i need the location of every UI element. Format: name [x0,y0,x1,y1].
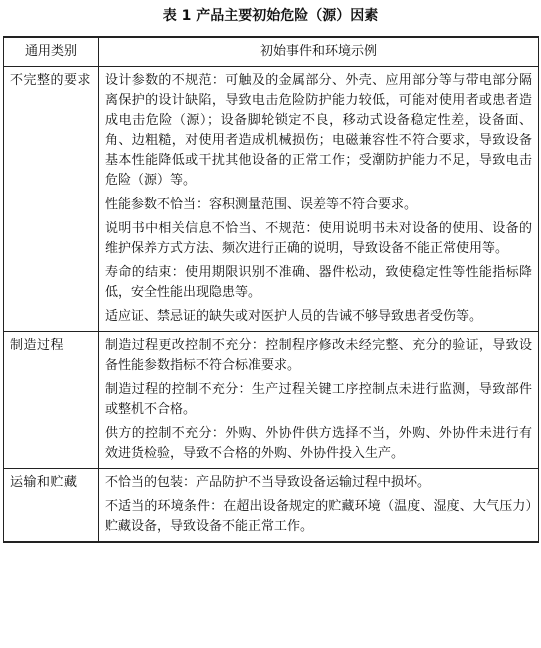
example-text: 寿命的结束：使用期限识别不准确、器件松动，致使稳定性等性能指标降低，安全性能出现隐患等。 [105,265,532,300]
table-row [4,67,539,332]
examples-cell [99,332,539,469]
category-cell: 不完整的要求 [4,67,99,332]
example-text: 供方的控制不充分：外购、外协件供方选择不当，外购、外协件未进行有效进货检验，导致不合格的外购、外协件投入生产。 [105,426,532,461]
table-caption: 表 1 产品主要初始危险（源）因素 [162,8,379,24]
table-row [4,469,539,543]
table-row [4,332,539,469]
header-category: 通用类别 [4,37,99,67]
examples-cell [99,469,539,543]
examples-cell [99,67,539,332]
example-text: 不恰当的包装：产品防护不当导致设备运输过程中损坏。 [105,475,431,490]
example-text: 制造过程的控制不充分：生产过程关键工序控制点未进行监测，导致部件或整机不合格。 [105,382,532,417]
category-cell: 制造过程 [4,332,99,469]
hazard-table [3,36,539,543]
example-text: 设计参数的不规范：可触及的金属部分、外壳、应用部分等与带电部分隔离保护的设计缺陷，导致电击危险防护能力较低，可能对使用者或患者造成电击危险（源）；设备脚轮锁定不良，移动式设备稳定性差，设备面、角、边粗糙，对使用者造成机械损伤；电磁兼容性不符合要求，导致设备基本性能降低或干扰其他设备的正常工作；受潮防护能力不足，导致电击危险（源）等。 [105,73,532,188]
table-header-row [4,37,539,67]
example-text: 适应证、禁忌证的缺失或对医护人员的告诫不够导致患者受伤等。 [105,309,483,324]
category-cell: 运输和贮藏 [4,469,99,543]
example-text: 制造过程更改控制不充分：控制程序修改未经完整、充分的验证，导致设备性能参数指标不符合标准要求。 [105,338,532,373]
example-text: 性能参数不恰当：容积测量范围、误差等不符合要求。 [105,197,418,212]
example-text: 说明书中相关信息不恰当、不规范：使用说明书未对设备的使用、设备的维护保养方式方法、频次进行正确的说明，导致设备不能正常使用等。 [105,221,532,256]
header-examples: 初始事件和环境示例 [99,37,539,67]
example-text: 不适当的环境条件：在超出设备规定的贮藏环境（温度、湿度、大气压力）贮藏设备，导致设备不能正常工作。 [105,499,532,534]
